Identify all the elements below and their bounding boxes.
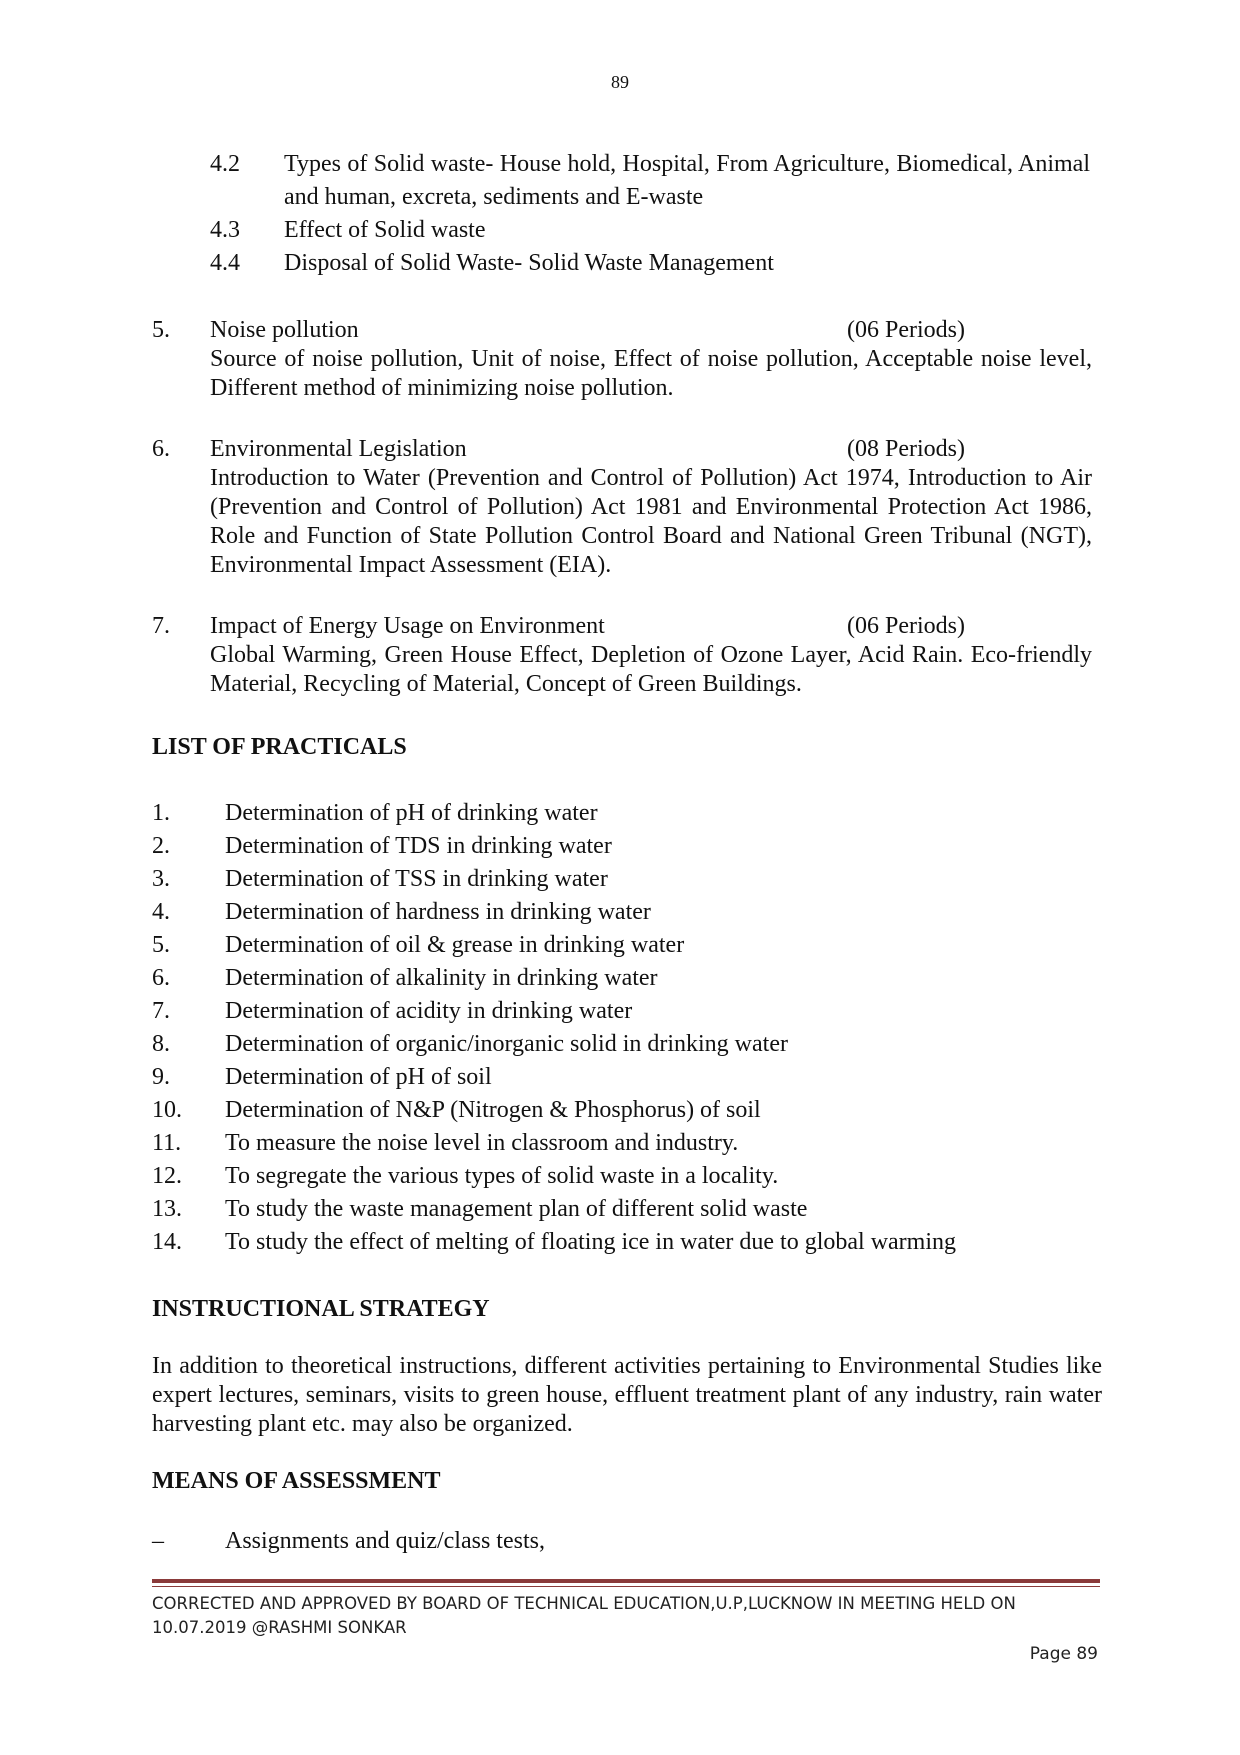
practical-item xyxy=(152,929,1052,962)
practical-item xyxy=(152,830,1052,863)
practical-text: Determination of TSS in drinking water xyxy=(225,866,608,892)
sub-item-number: 4.2 xyxy=(210,151,240,177)
instructional-strategy-text: In addition to theoretical instructions, different activities pertaining to Environmental Studies like expert lectures, seminars, visits to green house, effluent treatment plant of any industry, rain water harvesting plant etc. may also be organized. xyxy=(152,1353,1102,1437)
footer-page-number: Page 89 xyxy=(1029,1644,1098,1664)
instructional-strategy-heading: INSTRUCTIONAL STRATEGY xyxy=(152,1296,490,1322)
assessment-heading: MEANS OF ASSESSMENT xyxy=(152,1468,441,1494)
sub-item-4-3 xyxy=(210,214,1090,247)
practical-text: Determination of alkalinity in drinking water xyxy=(225,965,658,991)
practical-text: Determination of oil & grease in drinking water xyxy=(225,932,685,958)
practical-item xyxy=(152,1094,1052,1127)
topic-periods: (08 Periods) xyxy=(847,436,965,462)
practical-item xyxy=(152,1061,1052,1094)
practical-text: Determination of pH of soil xyxy=(225,1064,492,1090)
topic-noise-pollution xyxy=(152,316,1092,403)
sub-item-number: 4.3 xyxy=(210,217,240,243)
practicals-heading: LIST OF PRACTICALS xyxy=(152,734,407,760)
topic-number: 6. xyxy=(152,436,170,462)
footer-note: CORRECTED AND APPROVED BY BOARD OF TECHNICAL EDUCATION,U.P,LUCKNOW IN MEETING HELD ON 10.07.2019 @RASHMI SONKAR xyxy=(152,1594,1016,1637)
topic-periods: (06 Periods) xyxy=(847,613,965,639)
practical-text: Determination of TDS in drinking water xyxy=(225,833,612,859)
practical-item xyxy=(152,962,1052,995)
page-number-top: 89 xyxy=(611,72,629,92)
footer-rule-thick xyxy=(152,1579,1100,1583)
practical-number: 3. xyxy=(152,866,170,892)
topic-environmental-legislation xyxy=(152,435,1092,580)
assessment-text: Assignments and quiz/class tests, xyxy=(225,1528,545,1554)
practical-text: To segregate the various types of solid waste in a locality. xyxy=(225,1163,779,1189)
practical-number: 7. xyxy=(152,998,170,1024)
sub-item-text: Disposal of Solid Waste- Solid Waste Management xyxy=(284,250,774,276)
topic-number: 5. xyxy=(152,317,170,343)
practical-item xyxy=(152,995,1052,1028)
sub-item-text: Effect of Solid waste xyxy=(284,217,486,243)
topic-number: 7. xyxy=(152,613,170,639)
practical-item xyxy=(152,797,1052,830)
topic-description: Global Warming, Green House Effect, Depletion of Ozone Layer, Acid Rain. Eco-friendly Material, Recycling of Material, Concept of Green Buildings. xyxy=(210,642,1092,697)
topic-title: Noise pollution xyxy=(210,317,359,343)
topic-title: Environmental Legislation xyxy=(210,436,467,462)
practical-number: 9. xyxy=(152,1064,170,1090)
practicals-list xyxy=(152,797,1052,1259)
practical-item xyxy=(152,1193,1052,1226)
practical-item xyxy=(152,896,1052,929)
practical-number: 14. xyxy=(152,1229,182,1255)
practical-text: Determination of acidity in drinking water xyxy=(225,998,633,1024)
practical-text: To measure the noise level in classroom and industry. xyxy=(225,1130,739,1156)
practical-number: 1. xyxy=(152,800,170,826)
topic-periods: (06 Periods) xyxy=(847,317,965,343)
practical-item xyxy=(152,1160,1052,1193)
practical-number: 11. xyxy=(152,1130,182,1156)
practical-number: 13. xyxy=(152,1196,182,1222)
topic-title: Impact of Energy Usage on Environment xyxy=(210,613,605,639)
practical-number: 8. xyxy=(152,1031,170,1057)
topic-description: Source of noise pollution, Unit of noise, Effect of noise pollution, Acceptable noise level, Different method of minimizing noise pollution. xyxy=(210,346,1092,401)
practical-text: Determination of hardness in drinking water xyxy=(225,899,651,925)
practical-item xyxy=(152,1028,1052,1061)
practical-text: Determination of organic/inorganic solid in drinking water xyxy=(225,1031,788,1057)
practical-number: 2. xyxy=(152,833,170,859)
practical-item xyxy=(152,863,1052,896)
practical-text: Determination of pH of drinking water xyxy=(225,800,598,826)
topic-energy-usage xyxy=(152,612,1092,699)
practical-number: 12. xyxy=(152,1163,182,1189)
practical-item xyxy=(152,1226,1052,1259)
sub-item-text: Types of Solid waste- House hold, Hospital, From Agriculture, Biomedical, Animal and human, excreta, sediments and E-waste xyxy=(284,151,1090,210)
practical-number: 6. xyxy=(152,965,170,991)
footer-rule-thin xyxy=(152,1586,1100,1587)
sub-item-4-2 xyxy=(210,148,1090,214)
practical-number: 10. xyxy=(152,1097,182,1123)
topic-description: Introduction to Water (Prevention and Control of Pollution) Act 1974, Introduction to Air (Prevention and Control of Pollution) Act 1981 and Environmental Protection Act 1986, Role and Function of State Pollution Control Board and National Green Tribunal (NGT), Environmental Impact Assessment (EIA). xyxy=(210,465,1092,578)
sub-item-number: 4.4 xyxy=(210,250,240,276)
practical-item xyxy=(152,1127,1052,1160)
practical-text: Determination of N&P (Nitrogen & Phosphorus) of soil xyxy=(225,1097,761,1123)
practical-text: To study the effect of melting of floating ice in water due to global warming xyxy=(225,1229,957,1255)
practical-text: To study the waste management plan of different solid waste xyxy=(225,1196,808,1222)
assessment-dash: – xyxy=(152,1528,164,1554)
practical-number: 4. xyxy=(152,899,170,925)
practical-number: 5. xyxy=(152,932,170,958)
sub-item-4-4 xyxy=(210,247,1090,280)
